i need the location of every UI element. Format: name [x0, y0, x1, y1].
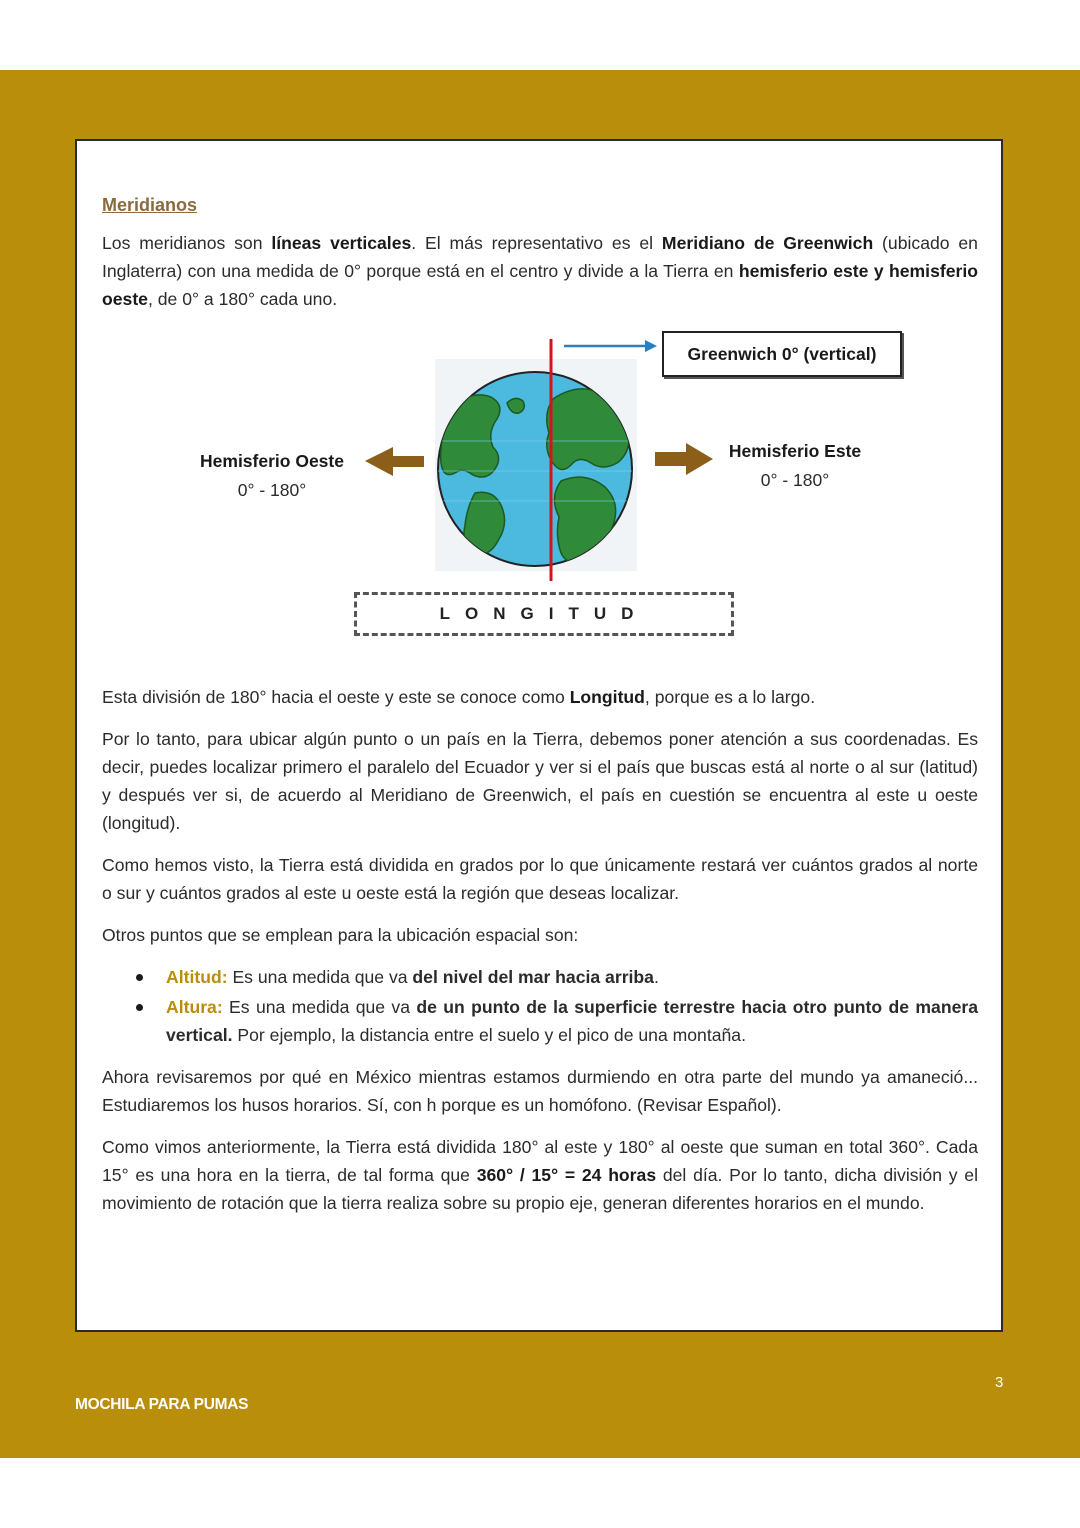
west-hemisphere-label	[192, 447, 352, 505]
diagram-graphics	[77, 141, 1005, 661]
east-hemisphere-label	[720, 437, 870, 495]
p6-bold: 360° / 15° = 24 horas	[476, 1165, 657, 1185]
list-item-altura	[102, 993, 978, 1049]
page-number: 3	[995, 1374, 1004, 1391]
intro-text-4: , de 0° a 180° cada uno.	[147, 289, 338, 309]
p1-bold: Longitud	[569, 687, 645, 707]
altura-bold: de un punto de la superficie terrestre hacia otro punto de manera vertical.	[166, 997, 978, 1045]
intro-text-3: (ubicado en Inglaterra) con una medida de 0° porque está en el centro y divide a la Tierra en	[102, 233, 978, 281]
list-item-altitud	[102, 963, 978, 991]
intro-text-2: . El más representativo es el	[411, 233, 662, 253]
intro-bold-3: hemisferio este y hemisferio oeste	[102, 261, 978, 309]
spatial-points-list	[102, 963, 978, 1051]
altitud-text-2: .	[653, 967, 659, 987]
intro-bold-1: líneas verticales	[271, 233, 412, 253]
west-arrow-icon	[365, 447, 424, 476]
altitud-term: Altitud:	[166, 967, 228, 987]
east-arrow-icon	[655, 443, 713, 475]
altura-text-2: Por ejemplo, la distancia entre el suelo y el pico de una montaña.	[232, 1025, 746, 1045]
p1-text-1: Esta división de 180° hacia el oeste y este se conoce como	[102, 687, 570, 707]
p1-text-2: , porque es a lo largo.	[644, 687, 816, 707]
document-sheet	[75, 139, 1003, 1332]
west-hemisphere-title: Hemisferio Oeste	[200, 451, 344, 471]
altitud-text-1: Es una medida que va	[227, 967, 413, 987]
blue-pointer-arrow	[564, 340, 657, 352]
intro-bold-2: Meridiano de Greenwich	[661, 233, 874, 253]
p6-text-1: Como vimos anteriormente, la Tierra está dividida 180° al este y 180° al oeste que suman en total 360°. Cada 15° es una hora en la tierra, de tal forma que	[102, 1137, 978, 1185]
longitud-paragraph	[102, 683, 978, 711]
altura-term: Altura:	[166, 997, 223, 1017]
altitud-bold: del nivel del mar hacia arriba	[412, 967, 654, 987]
meridian-diagram	[77, 141, 1005, 661]
time-zones-paragraph: Ahora revisaremos por qué en México mientras estamos durmiendo en otra parte del mundo ya amaneció... Estudiaremos los husos horarios. Sí, con h porque es un homófono. (Revisar Español).	[102, 1067, 978, 1115]
coordinates-paragraph: Por lo tanto, para ubicar algún punto o un país en la Tierra, debemos poner atención a sus coordenadas. Es decir, puedes localizar primero el paralelo del Ecuador y ver si el país que buscas está al norte o al sur (latitud) y después ver si, de acuerdo al Meridiano de Greenwich, el país en cuestión se encuentra al este u oeste (longitud).	[102, 729, 978, 833]
p6-text-2: del día. Por lo tanto, dicha división y el movimiento de rotación que la tierra realiza sobre su propio eje, generan diferentes horarios en el mundo.	[102, 1165, 978, 1213]
footer-title: MOCHILA PARA PUMAS	[75, 1396, 249, 1413]
section-heading: Meridianos	[102, 195, 198, 215]
east-hemisphere-title: Hemisferio Este	[728, 441, 862, 461]
east-hemisphere-range: 0° - 180°	[760, 470, 830, 490]
west-hemisphere-range: 0° - 180°	[237, 480, 307, 500]
rotation-paragraph	[102, 1133, 978, 1217]
greenwich-label: Greenwich 0° (vertical)	[662, 331, 902, 377]
intro-text-1: Los meridianos son	[102, 233, 272, 253]
longitud-label: LONGITUD	[354, 592, 734, 636]
altura-text-1: Es una medida que va	[222, 997, 417, 1017]
spatial-points-intro: Otros puntos que se emplean para la ubicación espacial son:	[102, 925, 579, 945]
degrees-paragraph: Como hemos visto, la Tierra está dividida en grados por lo que únicamente restará ver cuántos grados al norte o sur y cuántos grados al este u oeste está la región que deseas localizar.	[102, 855, 978, 903]
